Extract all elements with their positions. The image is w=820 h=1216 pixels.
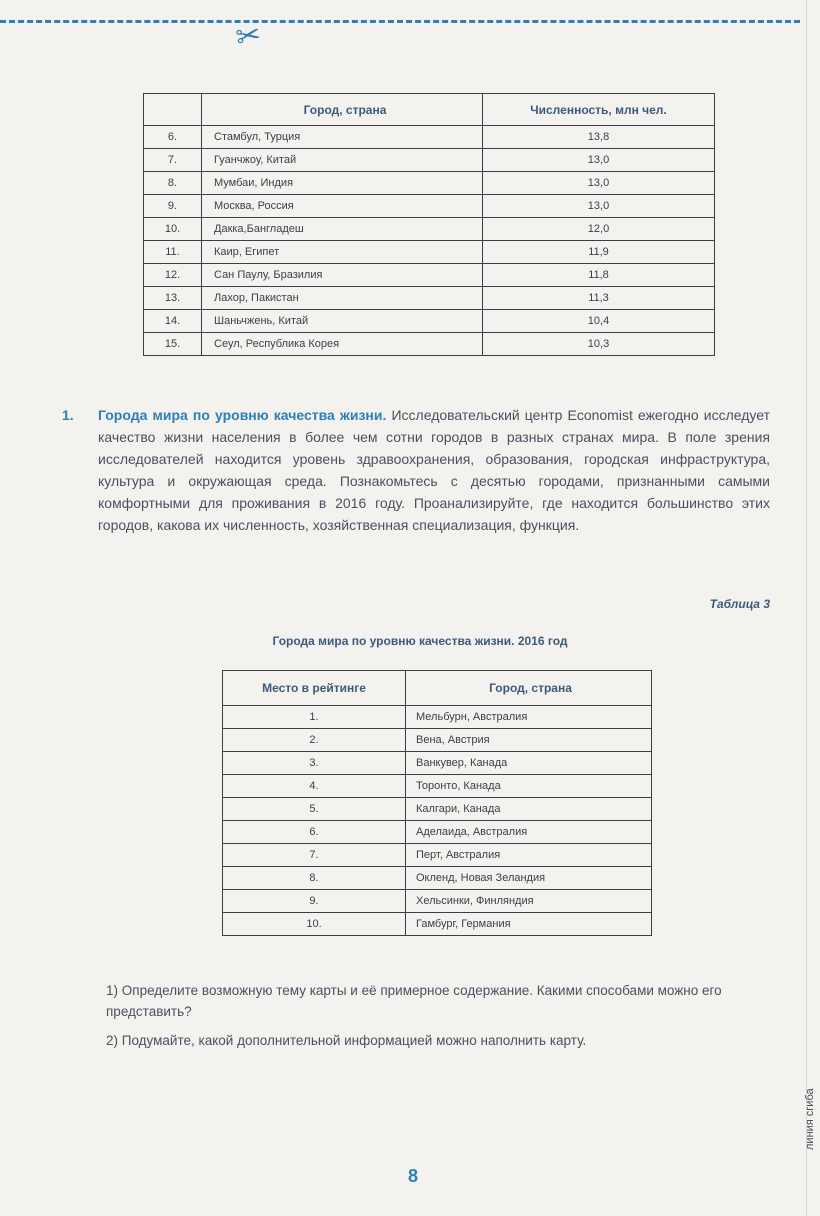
row-city: Окленд, Новая Зеландия — [406, 867, 652, 890]
task-number: 1. — [62, 407, 74, 423]
row-population: 11,9 — [483, 241, 715, 264]
header-city: Город, страна — [202, 94, 483, 126]
table-row — [144, 149, 715, 172]
table-row — [223, 706, 652, 729]
row-city: Мельбурн, Австралия — [406, 706, 652, 729]
row-city: Калгари, Канада — [406, 798, 652, 821]
row-number: 12. — [144, 264, 202, 287]
row-population: 10,3 — [483, 333, 715, 356]
row-rank: 3. — [223, 752, 406, 775]
table-header-row — [144, 94, 715, 126]
row-number: 7. — [144, 149, 202, 172]
row-city: Дакка,Бангладеш — [202, 218, 483, 241]
row-city: Гамбург, Германия — [406, 913, 652, 936]
row-population: 11,3 — [483, 287, 715, 310]
table-row — [223, 729, 652, 752]
table-row — [144, 310, 715, 333]
row-city: Торонто, Канада — [406, 775, 652, 798]
row-population: 10,4 — [483, 310, 715, 333]
row-rank: 8. — [223, 867, 406, 890]
questions-block — [106, 980, 776, 1059]
row-number: 10. — [144, 218, 202, 241]
row-population: 13,0 — [483, 195, 715, 218]
cut-line — [0, 20, 800, 23]
table-label: Таблица 3 — [709, 597, 770, 611]
header-rank: Место в рейтинге — [223, 671, 406, 706]
table-row — [144, 241, 715, 264]
row-city: Аделаида, Австралия — [406, 821, 652, 844]
task-text: Исследовательский центр Economist ежегодно исследует качество жизни населения в более чем сотни городов в разных странах мира. В поле зрения исследователей находится уровень здравоохранения, образования, городская инфраструктура, культура и окружающая среда. Познакомьтесь с десятью городами, признанными самыми комфортными для проживания в 2016 году. Проанализируйте, где находится большинство этих городов, какова их численность, хозяйственная специализация, функция. — [98, 407, 770, 533]
table-row — [223, 775, 652, 798]
row-city: Лахор, Пакистан — [202, 287, 483, 310]
row-rank: 6. — [223, 821, 406, 844]
page-number: 8 — [408, 1166, 419, 1186]
row-rank: 9. — [223, 890, 406, 913]
row-city: Стамбул, Турция — [202, 126, 483, 149]
row-number: 6. — [144, 126, 202, 149]
row-number: 9. — [144, 195, 202, 218]
table-row — [144, 172, 715, 195]
row-population: 13,8 — [483, 126, 715, 149]
table-row — [144, 264, 715, 287]
table-header-row — [223, 671, 652, 706]
row-city: Гуанчжоу, Китай — [202, 149, 483, 172]
row-city: Шаньчжень, Китай — [202, 310, 483, 333]
table-row — [144, 218, 715, 241]
row-number: 8. — [144, 172, 202, 195]
question-item: 1) Определите возможную тему карты и её примерное содержание. Какими способами можно его представить? — [106, 983, 722, 1019]
table-row — [223, 798, 652, 821]
row-city: Перт, Австралия — [406, 844, 652, 867]
row-city: Мумбаи, Индия — [202, 172, 483, 195]
row-city: Хельсинки, Финляндия — [406, 890, 652, 913]
row-rank: 1. — [223, 706, 406, 729]
row-rank: 2. — [223, 729, 406, 752]
ranking-table — [222, 670, 652, 936]
scissors-icon: ✂ — [233, 18, 264, 55]
task-block — [62, 404, 770, 536]
table-row — [223, 752, 652, 775]
row-city: Москва, Россия — [202, 195, 483, 218]
fold-label: линия сгиба — [804, 1088, 816, 1150]
table-row — [223, 890, 652, 913]
row-city: Сеул, Республика Корея — [202, 333, 483, 356]
row-rank: 10. — [223, 913, 406, 936]
table-row — [223, 821, 652, 844]
row-population: 12,0 — [483, 218, 715, 241]
row-population: 13,0 — [483, 149, 715, 172]
header-population: Численность, млн чел. — [483, 94, 715, 126]
table-row — [223, 867, 652, 890]
population-table — [143, 93, 715, 356]
row-number: 14. — [144, 310, 202, 333]
question-item: 2) Подумайте, какой дополнительной информацией можно наполнить карту. — [106, 1033, 587, 1048]
row-city: Каир, Египет — [202, 241, 483, 264]
row-city: Вена, Австрия — [406, 729, 652, 752]
row-number: 13. — [144, 287, 202, 310]
row-rank: 5. — [223, 798, 406, 821]
row-rank: 4. — [223, 775, 406, 798]
row-number: 15. — [144, 333, 202, 356]
row-population: 13,0 — [483, 172, 715, 195]
table-row — [223, 844, 652, 867]
task-title: Города мира по уровню качества жизни. — [98, 407, 387, 423]
table-row — [144, 287, 715, 310]
row-city: Ванкувер, Канада — [406, 752, 652, 775]
row-rank: 7. — [223, 844, 406, 867]
header-city: Город, страна — [406, 671, 652, 706]
table-row — [144, 126, 715, 149]
fold-edge — [806, 0, 807, 1216]
row-number: 11. — [144, 241, 202, 264]
table-row — [144, 333, 715, 356]
row-population: 11,8 — [483, 264, 715, 287]
task-body — [98, 404, 770, 536]
table-row — [223, 913, 652, 936]
row-city: Сан Паулу, Бразилия — [202, 264, 483, 287]
table-title: Города мира по уровню качества жизни. 2016 год — [272, 634, 568, 648]
table-row — [144, 195, 715, 218]
header-number — [144, 94, 202, 126]
